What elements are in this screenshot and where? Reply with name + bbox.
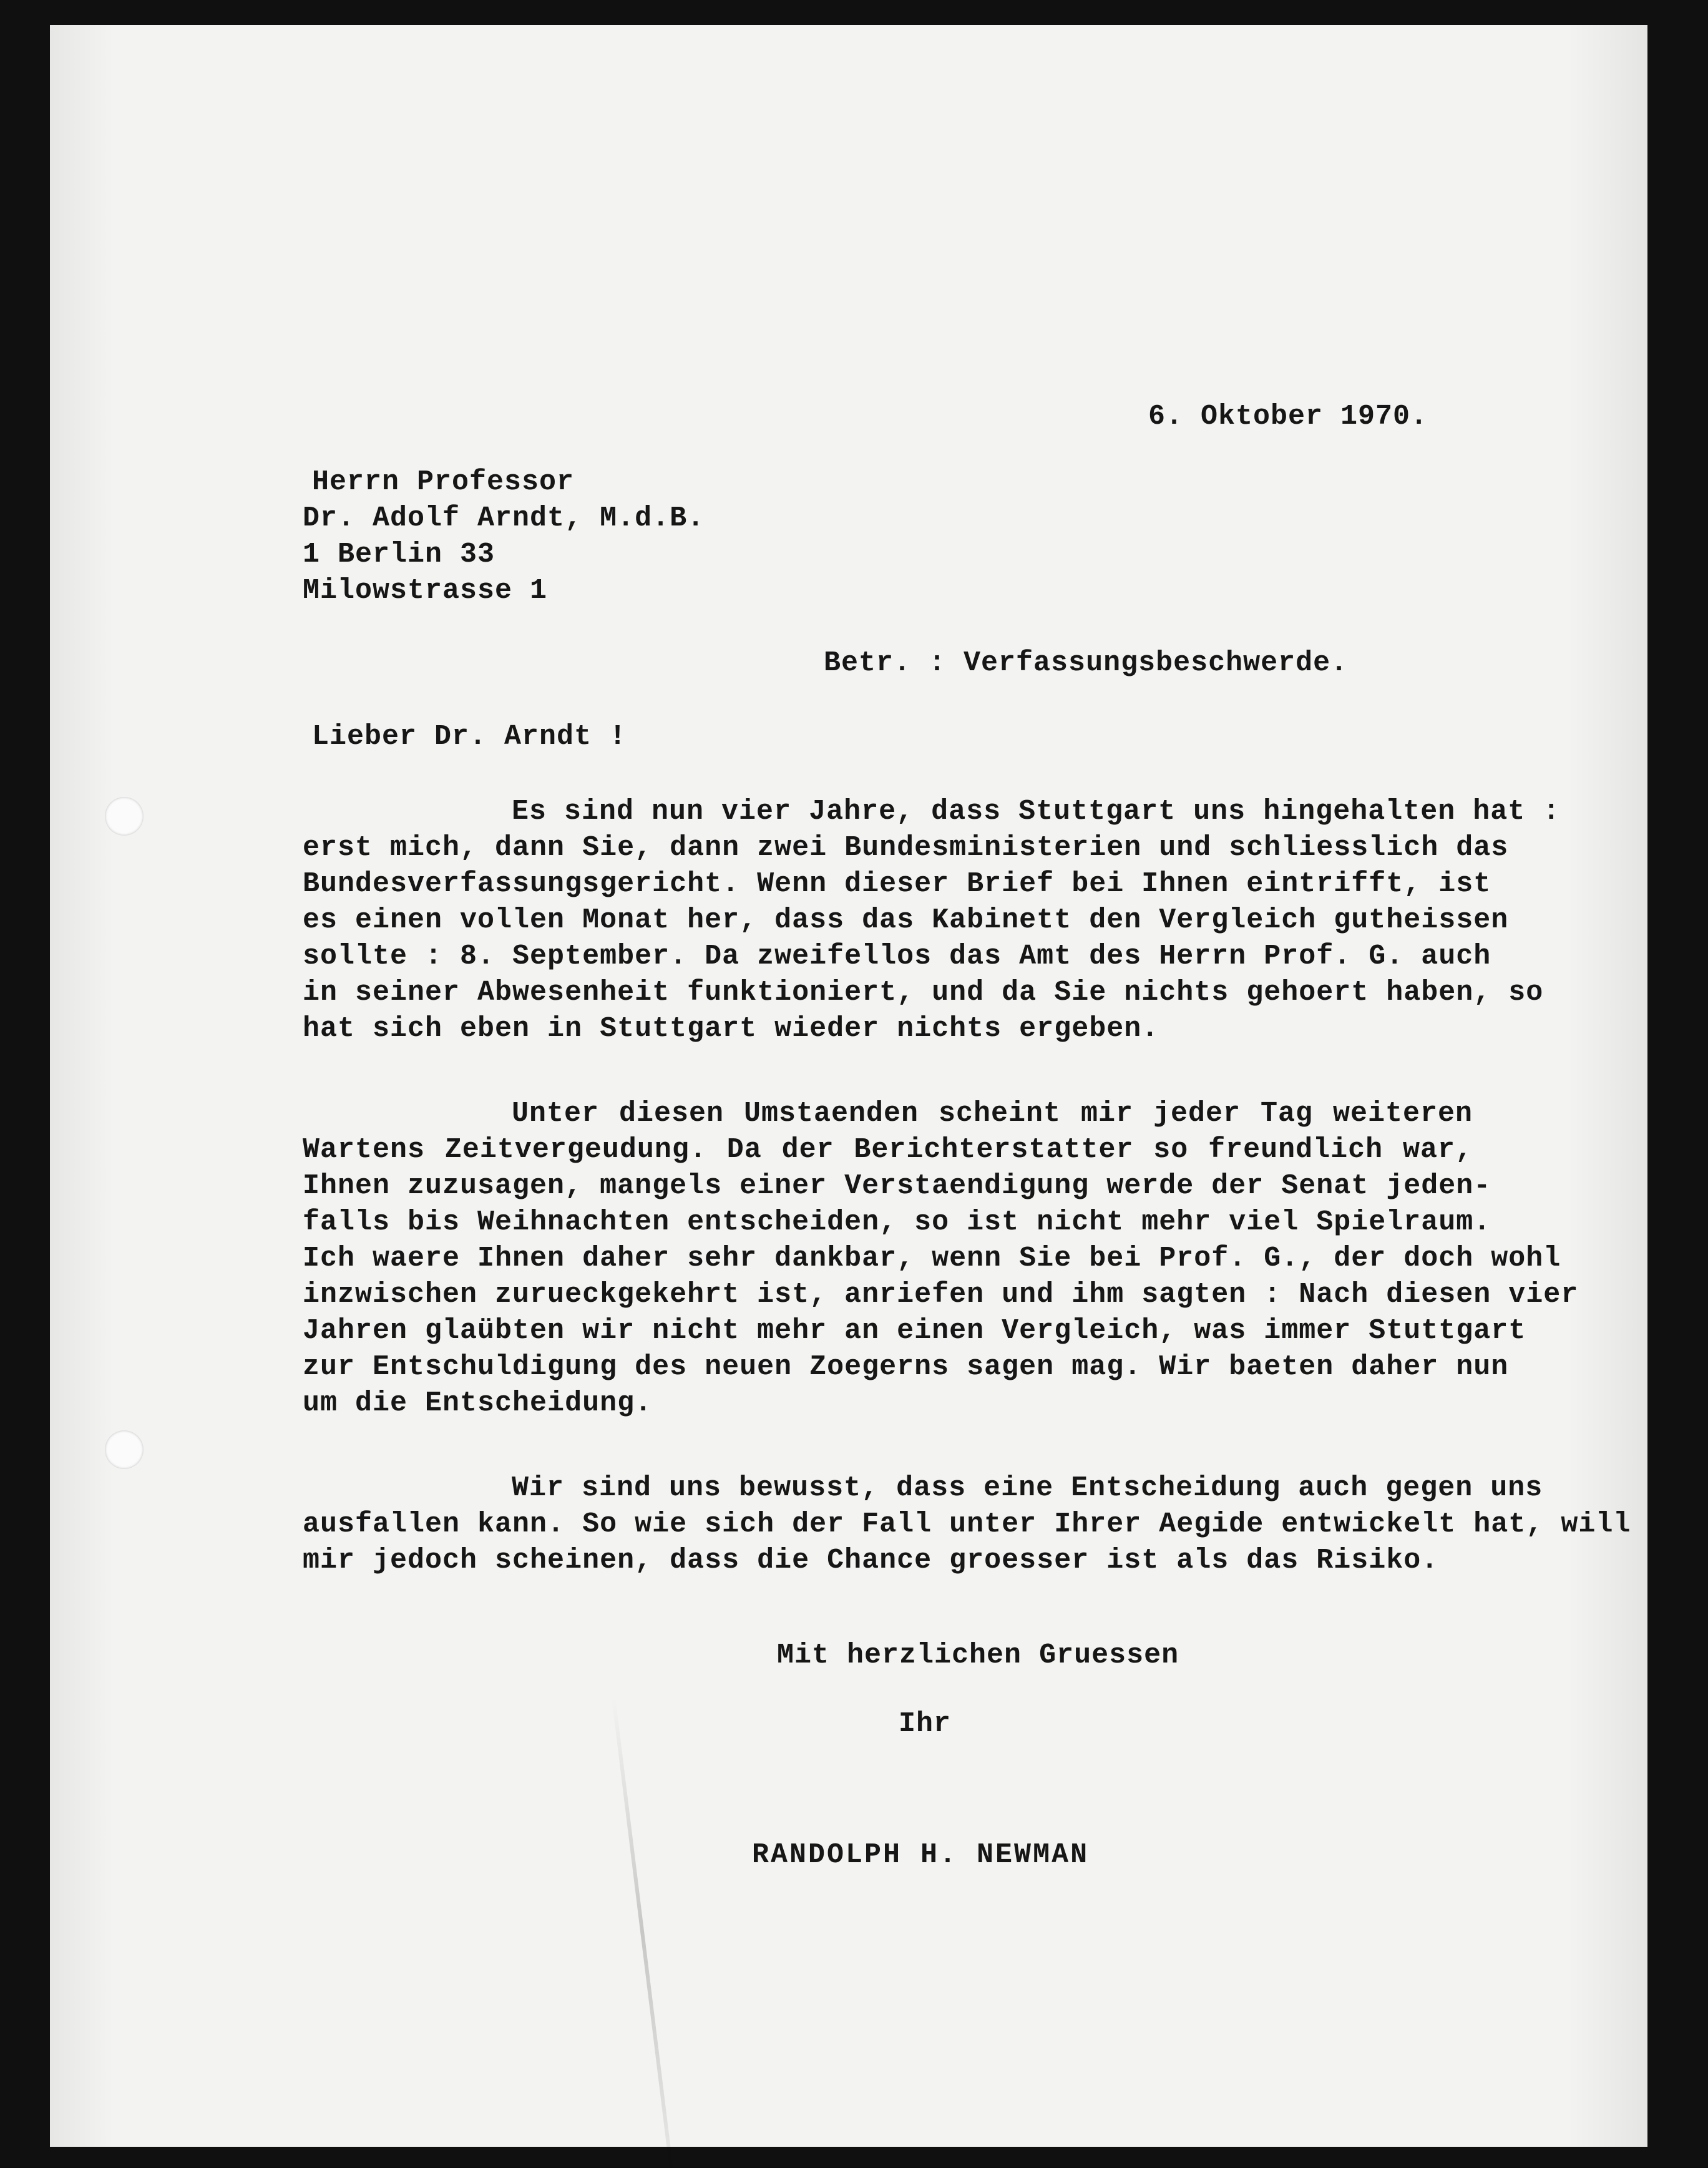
body-line: falls bis Weihnachten entscheiden, so ist nicht mehr viel Spielraum. <box>303 1206 1491 1238</box>
body-line: um die Entscheidung. <box>303 1387 653 1419</box>
closing-line: Mit herzlichen Gruessen <box>777 1639 1179 1671</box>
body-line: inzwischen zurueckgekehrt ist, anriefen und ihm sagten : Nach diesen vier <box>303 1279 1579 1311</box>
paper-crease <box>612 1697 673 2168</box>
body-line: Es sind nun vier Jahre, dass Stuttgart uns hingehalten hat : <box>512 796 1561 828</box>
body-line: es einen vollen Monat her, dass das Kabinett den Vergleich gutheissen <box>303 904 1509 936</box>
recipient-line: Milowstrasse 1 <box>303 575 548 607</box>
letter-date: 6. Oktober 1970. <box>1148 401 1428 432</box>
salutation: Lieber Dr. Arndt ! <box>312 721 627 753</box>
punch-hole-top <box>105 797 144 836</box>
subject-line: Betr. : Verfassungsbeschwerde. <box>824 647 1349 679</box>
letter-page <box>50 25 1647 2147</box>
body-line: mir jedoch scheinen, dass die Chance groesser ist als das Risiko. <box>303 1545 1439 1576</box>
signature-name: RANDOLPH H. NEWMAN <box>752 1839 1090 1871</box>
body-line: zur Entschuldigung des neuen Zoegerns sagen mag. Wir baeten daher nun <box>303 1351 1509 1383</box>
punch-hole-bottom <box>105 1430 144 1469</box>
recipient-line: Dr. Adolf Arndt, M.d.B. <box>303 502 705 534</box>
body-line: Bundesverfassungsgericht. Wenn dieser Brief bei Ihnen eintrifft, ist <box>303 868 1491 900</box>
body-line: Jahren glaübten wir nicht mehr an einen Vergleich, was immer Stuttgart <box>303 1315 1526 1347</box>
recipient-line: Herrn Professor <box>312 466 575 498</box>
body-line: ausfallen kann. So wie sich der Fall unter Ihrer Aegide entwickelt hat, will <box>303 1508 1631 1540</box>
body-line: in seiner Abwesenheit funktioniert, und da Sie nichts gehoert haben, so <box>303 977 1544 1008</box>
body-line: erst mich, dann Sie, dann zwei Bundesministerien und schliesslich das <box>303 832 1509 864</box>
body-line: Ich waere Ihnen daher sehr dankbar, wenn Sie bei Prof. G., der doch wohl <box>303 1243 1561 1274</box>
body-line: sollte : 8. September. Da zweifellos das Amt des Herrn Prof. G. auch <box>303 940 1491 972</box>
closing-ihr: Ihr <box>899 1708 952 1740</box>
body-line: Ihnen zuzusagen, mangels einer Verstaendigung werde der Senat jeden- <box>303 1170 1491 1202</box>
body-line: Wartens Zeitvergeudung. Da der Berichterstatter so freundlich war, <box>303 1134 1473 1166</box>
body-line: Wir sind uns bewusst, dass eine Entscheidung auch gegen uns <box>512 1472 1543 1504</box>
recipient-line: 1 Berlin 33 <box>303 539 495 570</box>
body-line: hat sich eben in Stuttgart wieder nichts ergeben. <box>303 1013 1159 1045</box>
body-line: Unter diesen Umstaenden scheint mir jeder Tag weiteren <box>512 1098 1473 1130</box>
